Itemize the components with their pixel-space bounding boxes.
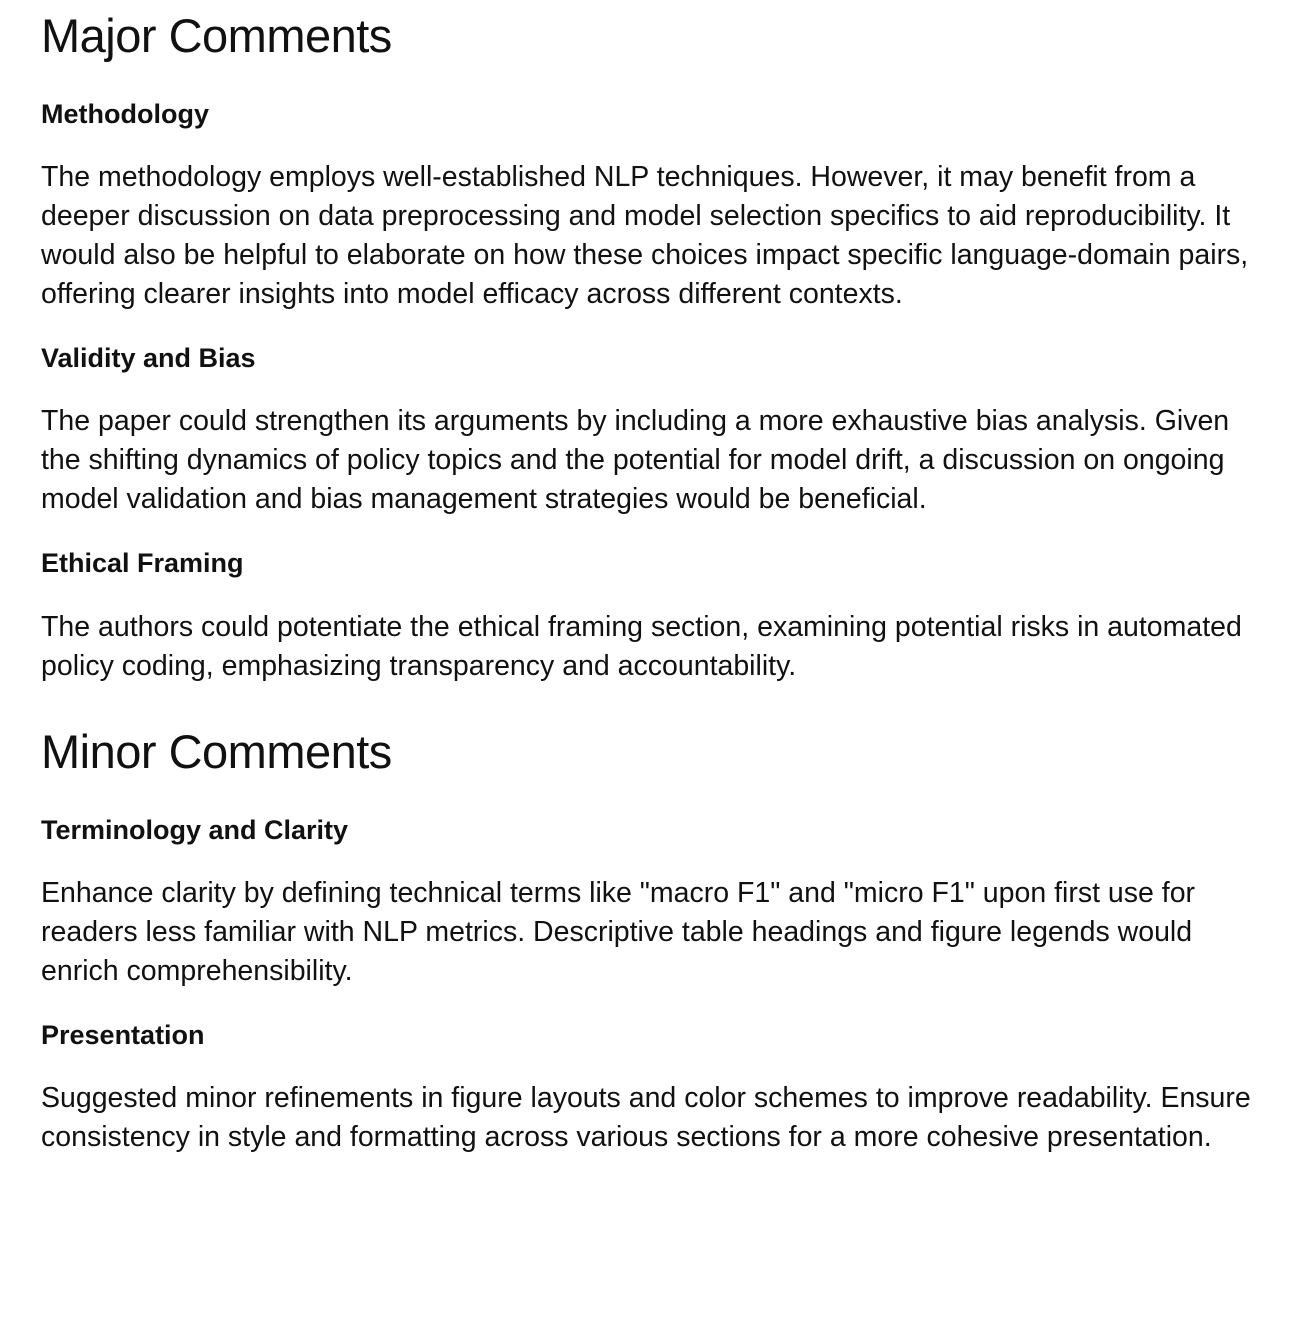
minor-comments-title: Minor Comments: [41, 724, 392, 778]
presentation-heading: Presentation: [41, 1019, 205, 1050]
methodology-paragraph: The methodology employs well-established NLP techniques. However, it may benefit from a deeper discussion on data preprocessing and model selection specifics to aid reproducibility. It would also be helpful to elaborate on how these choices impact specific language-domain pairs, offering clearer insights into model efficacy across different contexts.: [41, 161, 1249, 311]
validity-bias-heading: Validity and Bias: [41, 343, 256, 374]
terminology-clarity-paragraph: Enhance clarity by defining technical terms like "macro F1" and "micro F1" upon first use for readers less familiar with NLP metrics. Descriptive table headings and figure legends would enrich comprehensibility.: [41, 876, 1196, 987]
ethical-framing-heading: Ethical Framing: [41, 548, 244, 579]
terminology-clarity-heading: Terminology and Clarity: [41, 814, 349, 845]
methodology-heading: Methodology: [41, 98, 209, 129]
validity-bias-paragraph: The paper could strengthen its arguments by including a more exhaustive bias analysis. Given the shifting dynamics of policy topics and the potential for model drift, a discussion on ongoing model validation and bias management strategies would be beneficial.: [41, 405, 1230, 516]
ethical-framing-paragraph: The authors could potentiate the ethical framing section, examining potential risks in automated policy coding, emphasizing transparency and accountability.: [41, 610, 1242, 682]
major-comments-title: Major Comments: [41, 9, 392, 62]
presentation-paragraph: Suggested minor refinements in figure layouts and color schemes to improve readability. Ensure consistency in style and formatting across various sections for a more cohesive presentation.: [41, 1082, 1251, 1154]
